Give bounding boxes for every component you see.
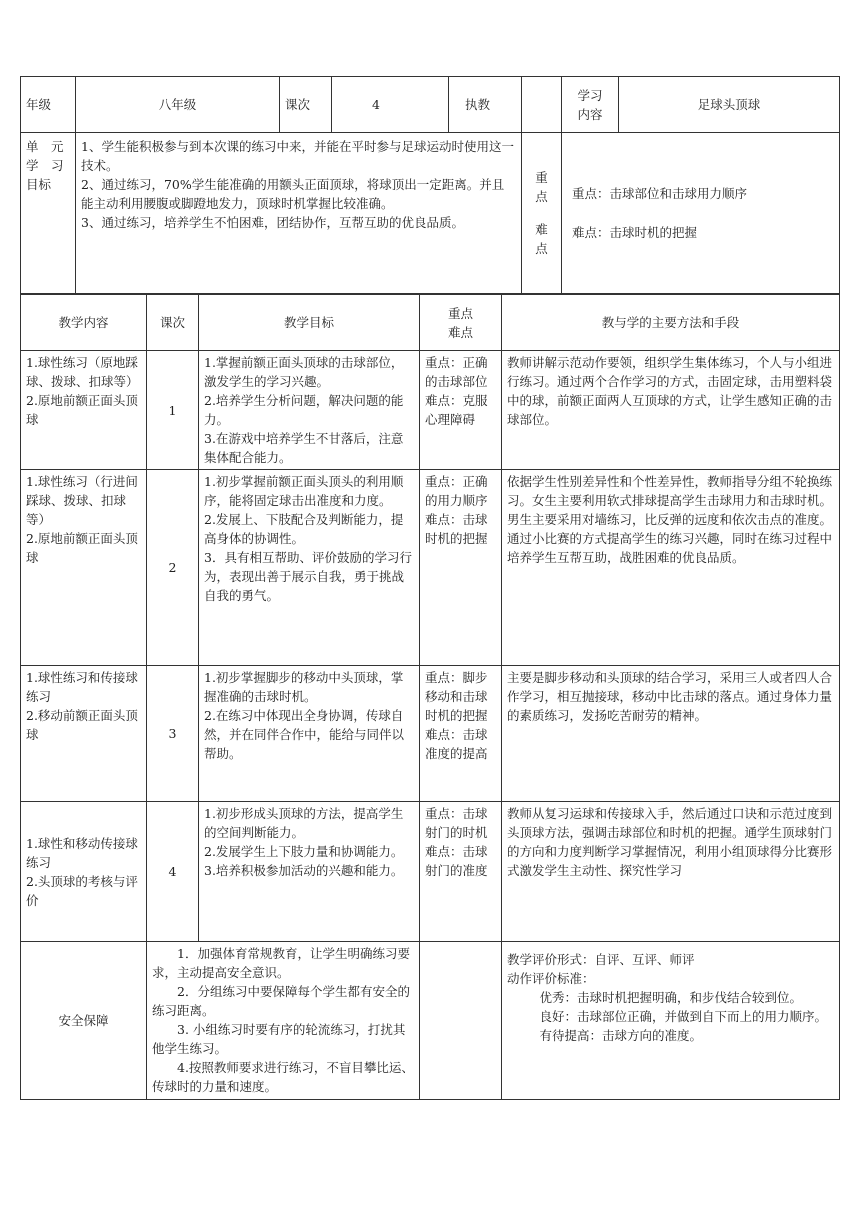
plan-table: [20, 294, 840, 1100]
lesson-plan-sheet: [20, 76, 839, 1100]
difficulty: 难点：击球时机的把握: [572, 225, 698, 240]
row-method: 主要是脚步移动和头顶球的结合学习，采用三人或者四人合作学习，相互抛接球，移动中比击球的落点。通过身体力量的素质练习，发扬吃苦耐劳的精神。: [502, 666, 840, 802]
evaluation-form: 教学评价形式：自评、互评、师评: [507, 952, 695, 967]
unit-goal-item: 1、学生能积极参与到本次课的练习中来，并能在平时参与足球运动时使用这一技术。: [81, 139, 514, 173]
unit-goals: [76, 133, 522, 294]
row-lesson: 4: [147, 802, 199, 942]
row-content: 1.球性和移动传接球练习 2.头顶球的考核与评价: [21, 802, 147, 942]
safety-item: 1．加强体育常规教育，让学生明确练习要求，主动提高安全意识。: [152, 946, 410, 980]
row-keys: 重点：正确的击球部位 难点：克服心理障碍: [420, 351, 502, 470]
evaluation-standard: 动作评价标准：: [507, 971, 595, 986]
row-objectives: 1.初步掌握脚步的移动中头顶球，掌握准确的击球时机。 2.在练习中体现出全身协调，传球自然，并在同伴合作中，能给与同伴以帮助。: [199, 666, 420, 802]
col-content: 教学内容: [21, 295, 147, 351]
evaluation-improve: 有待提高：击球方向的准度。: [539, 1028, 703, 1043]
unit-goal-item: 2、通过练习，70%学生能准确的用额头正面顶球，将球顶出一定距离。并且能主动利用腰腹或脚蹬地发力，顶球时机掌握比较准确。: [81, 177, 505, 211]
table-row: [21, 666, 840, 802]
col-key: 重点 难点: [420, 295, 502, 351]
unit-goals-row: [21, 133, 840, 294]
table-row: [21, 802, 840, 942]
row-objectives: 1.掌握前额正面头顶球的击球部位，激发学生的学习兴趣。 2.培养学生分析问题，解决问题的能力。 3.在游戏中培养学生不甘落后，注意集体配合能力。: [199, 351, 420, 470]
table-row: [21, 470, 840, 666]
row-lesson: 2: [147, 470, 199, 666]
safety-item: 2．分组练习中要保障每个学生都有安全的练习距离。: [152, 984, 410, 1018]
row-method: 教师讲解示范动作要领，组织学生集体练习，个人与小组进行练习。通过两个合作学习的方式，击固定球，击用塑料袋中的球，前额正面两人互顶球的方式，让学生感知正确的击球部位。: [502, 351, 840, 470]
key-point: 重点：击球部位和击球用力顺序: [572, 186, 748, 201]
key-points: [562, 133, 840, 294]
topic-value: 足球头顶球: [619, 77, 840, 133]
lesson-label: 课次: [280, 77, 332, 133]
evaluation-good: 良好：击球部位正确，并做到自下而上的用力顺序。: [539, 1009, 828, 1024]
row-method: 教师从复习运球和传接球入手，然后通过口诀和示范过度到头顶球方法，强调击球部位和时机的把握。通学生顶球射门的方向和力度判断学习掌握情况，利用小组顶球得分比赛形式激发学生主动性、探究性学习: [502, 802, 840, 942]
row-content: 1.球性练习（原地踩球、拨球、扣球等） 2.原地前额正面头顶球: [21, 351, 147, 470]
unit-goal-item: 3、通过练习，培养学生不怕困难，团结协作，互帮互助的优良品质。: [81, 215, 464, 230]
row-content: 1.球性练习（行进间踩球、拨球、扣球等） 2.原地前额正面头顶球: [21, 470, 147, 666]
row-keys: 重点：击球射门的时机 难点：击球射门的准度: [420, 802, 502, 942]
row-lesson: 1: [147, 351, 199, 470]
evaluation-excellent: 优秀：击球时机把握明确，和步伐结合较到位。: [539, 990, 803, 1005]
header-row: [21, 77, 840, 133]
row-keys: 重点：脚步移动和击球时机的把握 难点：击球准度的提高: [420, 666, 502, 802]
safety-spacer: [420, 942, 502, 1100]
col-lesson: 课次: [147, 295, 199, 351]
row-keys: 重点：正确的用力顺序 难点：击球时机的把握: [420, 470, 502, 666]
table-row: [21, 351, 840, 470]
evaluation: [502, 942, 840, 1100]
row-objectives: 1.初步形成头顶球的方法，提高学生的空间判断能力。 2.发展学生上下肢力量和协调能力。 3.培养积极参加活动的兴趣和能力。: [199, 802, 420, 942]
row-lesson: 3: [147, 666, 199, 802]
safety-item: 3. 小组练习时要有序的轮流练习，打扰其他学生练习。: [152, 1022, 406, 1056]
safety-item: 4.按照教师要求进行练习，不盲目攀比运、传球时的力量和速度。: [152, 1060, 414, 1094]
header-table: [20, 76, 840, 294]
row-objectives: 1.初步掌握前额正面头顶头的利用顺序，能将固定球击出准度和力度。 2.发展上、下肢配合及判断能力，提高身体的协调性。 3．具有相互帮助、评价鼓励的学习行为，表现出善于展示自我，勇于挑战自我的勇气。: [199, 470, 420, 666]
row-method: 依据学生性别差异性和个性差异性，教师指导分组不轮换练习。女生主要利用软式排球提高学生击球用力和击球时机。男生主要采用对墙练习，比反弹的远度和依次击点的准度。通过小比赛的方式提高学生的练习兴趣，同时在练习过程中培养学生互帮互助，战胜困难的优良品质。: [502, 470, 840, 666]
grade-value: 八年级: [76, 77, 280, 133]
col-objective: 教学目标: [199, 295, 420, 351]
safety-row: [21, 942, 840, 1100]
safety-label: 安全保障: [21, 942, 147, 1100]
safety-items: [147, 942, 420, 1100]
plan-header-row: [21, 295, 840, 351]
row-content: 1.球性练习和传接球练习 2.移动前额正面头顶球: [21, 666, 147, 802]
teacher-value: [522, 77, 562, 133]
grade-label: 年级: [21, 77, 76, 133]
col-method: 教与学的主要方法和手段: [502, 295, 840, 351]
unit-goal-label: 单 元 学 习 目标: [21, 133, 76, 294]
teacher-label: 执教: [449, 77, 522, 133]
lesson-value: 4: [332, 77, 449, 133]
topic-label: 学习 内容: [562, 77, 619, 133]
key-points-label: 重 点 难 点: [522, 133, 562, 294]
